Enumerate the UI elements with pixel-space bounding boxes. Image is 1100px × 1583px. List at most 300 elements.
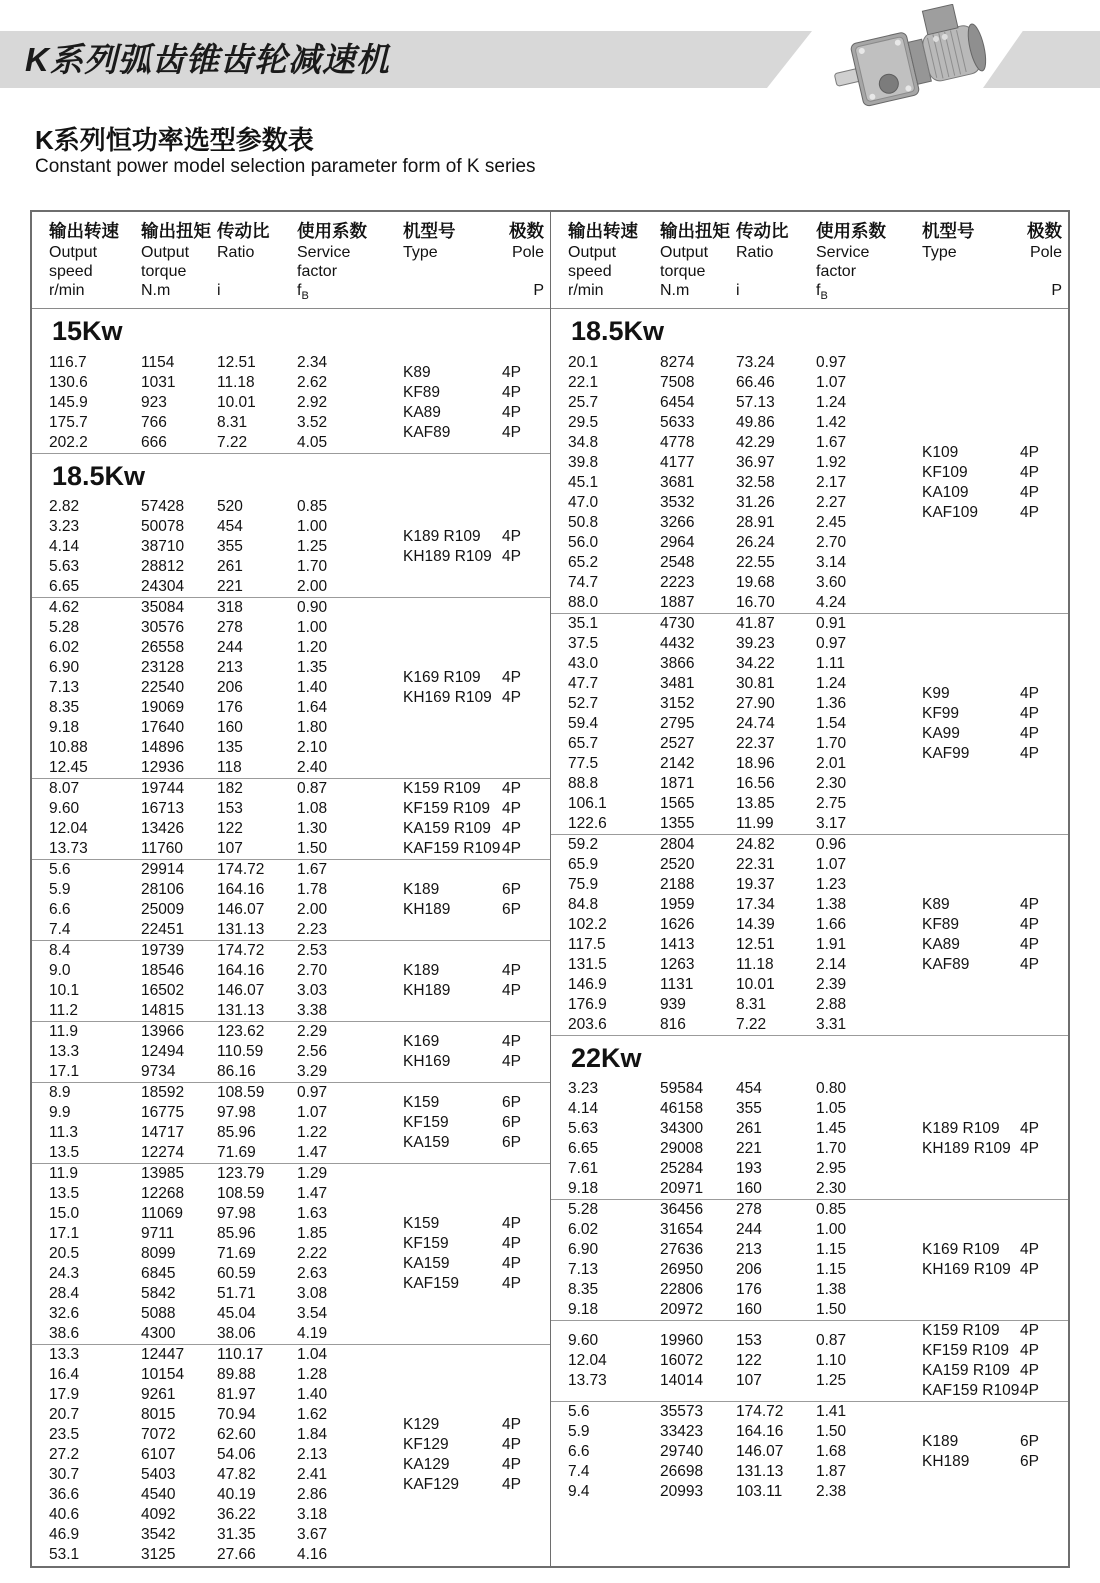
speed-value: 5.28 <box>49 619 80 636</box>
pole-value: 4P <box>1020 464 1039 481</box>
pole-value: 4P <box>502 820 521 837</box>
type-row <box>922 1341 1058 1361</box>
ratio-value: 520 <box>217 498 243 515</box>
ratio-value: 131.13 <box>217 1002 265 1019</box>
pole-value: 4P <box>502 1436 521 1453</box>
data-block <box>551 1199 1068 1320</box>
table-row <box>568 774 894 794</box>
torque-value: 12274 <box>141 1144 185 1161</box>
ratio-value: 261 <box>217 558 243 575</box>
ratio-value: 261 <box>736 1120 762 1137</box>
header-speed-en1: Output <box>49 244 98 261</box>
type-row <box>922 724 1058 744</box>
data-block <box>32 859 550 940</box>
rows-group <box>32 497 375 597</box>
torque-value: 1355 <box>660 815 695 832</box>
type-group <box>894 1240 1068 1280</box>
rows-group <box>551 353 894 613</box>
table-row <box>49 839 375 859</box>
speed-value: 56.0 <box>568 534 599 551</box>
ratio-value: 206 <box>736 1261 762 1278</box>
speed-value: 3.23 <box>49 518 80 535</box>
type-row <box>403 547 540 567</box>
pole-value: 6P <box>502 1114 521 1131</box>
table-row <box>49 1164 375 1184</box>
speed-value: 65.2 <box>568 554 599 571</box>
table-row <box>49 961 375 981</box>
factor-value: 4.05 <box>297 434 328 451</box>
factor-value: 1.07 <box>816 374 847 391</box>
factor-value: 1.29 <box>297 1165 328 1182</box>
torque-value: 2964 <box>660 534 695 551</box>
ratio-value: 16.56 <box>736 775 775 792</box>
pole-value: 4P <box>502 780 521 797</box>
ratio-value: 41.87 <box>736 615 775 632</box>
factor-value: 1.62 <box>297 1406 328 1423</box>
speed-value: 4.14 <box>568 1100 599 1117</box>
speed-value: 20.1 <box>568 354 599 371</box>
torque-value: 35084 <box>141 599 185 616</box>
speed-value: 145.9 <box>49 394 88 411</box>
pole-value: 4P <box>502 1456 521 1473</box>
table-row <box>568 1240 894 1260</box>
factor-value: 2.17 <box>816 474 847 491</box>
table-row <box>568 493 894 513</box>
pole-value: 4P <box>1020 896 1039 913</box>
speed-value: 17.9 <box>49 1386 80 1403</box>
torque-value: 29008 <box>660 1140 704 1157</box>
torque-value: 3866 <box>660 655 695 672</box>
table-row <box>49 1184 375 1204</box>
rows-group <box>32 779 375 859</box>
header-torque-zh: 输出扭矩 <box>660 221 730 241</box>
rows-group <box>32 1022 375 1082</box>
header-speed <box>568 220 660 306</box>
ratio-value: 174.72 <box>217 861 265 878</box>
header-speed-unit: r/min <box>49 282 85 299</box>
model-name: K159 R109 <box>403 780 481 797</box>
type-row <box>403 668 540 688</box>
speed-value: 202.2 <box>49 434 88 451</box>
torque-value: 9711 <box>141 1225 175 1242</box>
speed-value: 27.2 <box>49 1446 80 1463</box>
model-name: K159 <box>403 1215 440 1232</box>
pole-value: 4P <box>502 1053 521 1070</box>
speed-value: 45.1 <box>568 474 599 491</box>
torque-value: 20993 <box>660 1483 704 1500</box>
data-block <box>32 940 550 1021</box>
speed-value: 20.5 <box>49 1245 80 1262</box>
speed-value: 10.1 <box>49 982 80 999</box>
ratio-value: 122 <box>217 820 243 837</box>
torque-value: 24304 <box>141 578 185 595</box>
table-row <box>49 537 375 557</box>
torque-value: 9734 <box>141 1063 176 1080</box>
section-title: 15Kw <box>52 316 123 346</box>
torque-value: 8274 <box>660 354 695 371</box>
ratio-value: 244 <box>736 1221 762 1238</box>
table-row <box>49 1425 375 1445</box>
pole-value: 4P <box>502 364 521 381</box>
ratio-value: 45.04 <box>217 1305 256 1322</box>
factor-value: 1.25 <box>816 1372 847 1389</box>
ratio-value: 160 <box>736 1180 762 1197</box>
ratio-value: 62.60 <box>217 1426 256 1443</box>
speed-value: 88.8 <box>568 775 599 792</box>
page-title-en: Constant power model selection parameter form of K series <box>35 156 536 177</box>
ratio-value: 22.55 <box>736 554 775 571</box>
table-right-half <box>550 212 1068 1566</box>
torque-value: 34300 <box>660 1120 704 1137</box>
header-pole-unit: P <box>1051 282 1062 299</box>
ratio-value: 70.94 <box>217 1406 256 1423</box>
rows-group <box>551 1200 894 1320</box>
torque-value: 14014 <box>660 1372 704 1389</box>
speed-value: 8.35 <box>49 699 80 716</box>
model-name: K89 <box>922 896 950 913</box>
factor-value: 2.70 <box>297 962 328 979</box>
torque-value: 46158 <box>660 1100 704 1117</box>
torque-value: 3125 <box>141 1546 176 1563</box>
ratio-value: 10.01 <box>736 976 775 993</box>
torque-value: 666 <box>141 434 167 451</box>
model-name: KAF159 R109 <box>403 840 501 857</box>
type-group <box>375 880 550 920</box>
type-row <box>403 1133 540 1153</box>
ratio-value: 13.85 <box>736 795 775 812</box>
factor-value: 1.40 <box>297 679 328 696</box>
model-name: KA89 <box>922 936 960 953</box>
header-factor-unit: $f_B$ <box>297 282 309 303</box>
pole-value: 4P <box>1020 1261 1039 1278</box>
header-ratio <box>736 220 816 306</box>
type-group <box>894 1321 1068 1401</box>
table-row <box>568 1159 894 1179</box>
factor-value: 0.90 <box>297 599 328 616</box>
factor-value: 2.01 <box>816 755 847 772</box>
ratio-value: 7.22 <box>736 1016 767 1033</box>
torque-value: 1959 <box>660 896 695 913</box>
model-name: K189 <box>403 962 440 979</box>
speed-value: 5.28 <box>568 1201 599 1218</box>
factor-value: 1.25 <box>297 538 328 555</box>
factor-value: 0.85 <box>297 498 328 515</box>
page-title-zh: K系列恒功率选型参数表 <box>35 125 314 155</box>
type-row <box>403 1455 540 1475</box>
pole-value: 6P <box>502 1134 521 1151</box>
speed-value: 8.9 <box>49 1084 71 1101</box>
table-row <box>568 714 894 734</box>
factor-value: 0.97 <box>816 354 847 371</box>
ratio-value: 27.66 <box>217 1546 256 1563</box>
header-torque-en1: Output <box>660 244 709 261</box>
factor-value: 1.50 <box>816 1423 847 1440</box>
pole-value: 6P <box>502 881 521 898</box>
table-row <box>49 1022 375 1042</box>
table-row <box>568 433 894 453</box>
torque-value: 19960 <box>660 1332 704 1349</box>
torque-value: 29914 <box>141 861 185 878</box>
factor-value: 4.19 <box>297 1325 328 1342</box>
header-pole-zh: 极数 <box>1027 221 1062 241</box>
ratio-value: 24.82 <box>736 836 775 853</box>
torque-value: 28812 <box>141 558 185 575</box>
type-row <box>922 503 1058 523</box>
table-row <box>49 1304 375 1324</box>
ratio-value: 19.37 <box>736 876 775 893</box>
type-row <box>922 1361 1058 1381</box>
type-row <box>403 1435 540 1455</box>
torque-value: 35573 <box>660 1403 704 1420</box>
table-row <box>49 638 375 658</box>
table-row <box>49 880 375 900</box>
torque-value: 12447 <box>141 1346 185 1363</box>
data-block <box>32 1163 550 1344</box>
factor-value: 1.92 <box>816 454 847 471</box>
torque-value: 766 <box>141 414 167 431</box>
pole-value: 6P <box>1020 1433 1039 1450</box>
factor-value: 1.70 <box>816 735 847 752</box>
factor-value: 3.67 <box>297 1526 328 1543</box>
header-torque <box>660 220 736 306</box>
model-name: KAF109 <box>922 504 979 521</box>
torque-value: 28106 <box>141 881 185 898</box>
ratio-value: 176 <box>736 1281 762 1298</box>
torque-value: 57428 <box>141 498 185 515</box>
torque-value: 2223 <box>660 574 695 591</box>
type-row <box>922 1240 1058 1260</box>
ratio-value: 22.37 <box>736 735 775 752</box>
table-row <box>49 497 375 517</box>
type-row <box>403 1214 540 1234</box>
pole-value: 4P <box>1020 1362 1039 1379</box>
model-name: KA109 <box>922 484 969 501</box>
ratio-value: 131.13 <box>736 1463 784 1480</box>
speed-value: 203.6 <box>568 1016 607 1033</box>
factor-value: 1.47 <box>297 1185 328 1202</box>
table-row <box>49 1525 375 1545</box>
pole-value: 4P <box>1020 705 1039 722</box>
header-type <box>393 220 484 306</box>
type-row <box>403 1475 540 1495</box>
header-factor-en2: factor <box>297 263 338 280</box>
model-name: K169 <box>403 1033 440 1050</box>
rows-group <box>551 835 894 1035</box>
pole-value: 4P <box>502 1215 521 1232</box>
model-name: K189 R109 <box>403 528 481 545</box>
header-ratio <box>217 220 297 306</box>
factor-value: 0.96 <box>816 836 847 853</box>
speed-value: 6.6 <box>49 901 71 918</box>
speed-value: 13.3 <box>49 1043 80 1060</box>
pole-value: 4P <box>502 424 521 441</box>
pole-value: 4P <box>1020 745 1039 762</box>
ratio-value: 7.22 <box>217 434 248 451</box>
model-name: KH169 R109 <box>403 689 492 706</box>
type-row <box>403 1032 540 1052</box>
factor-value: 1.00 <box>816 1221 847 1238</box>
rows-group <box>32 941 375 1021</box>
type-row <box>922 1260 1058 1280</box>
factor-value: 2.45 <box>816 514 847 531</box>
pole-value: 4P <box>1020 484 1039 501</box>
torque-value: 4432 <box>660 635 695 652</box>
header-torque-unit: N.m <box>141 282 171 299</box>
ratio-value: 206 <box>217 679 243 696</box>
torque-value: 13985 <box>141 1165 185 1182</box>
factor-value: 1.15 <box>816 1241 847 1258</box>
ratio-value: 30.81 <box>736 675 775 692</box>
table-row <box>568 1402 894 1422</box>
speed-value: 16.4 <box>49 1366 80 1383</box>
pole-value: 4P <box>502 962 521 979</box>
speed-value: 7.61 <box>568 1160 599 1177</box>
model-name: K109 <box>922 444 959 461</box>
ratio-value: 454 <box>736 1080 762 1097</box>
data-block <box>32 1021 550 1082</box>
factor-value: 2.00 <box>297 901 328 918</box>
table-row <box>49 353 375 373</box>
table-row <box>568 1220 894 1240</box>
table-row <box>568 1422 894 1442</box>
factor-value: 3.31 <box>816 1016 847 1033</box>
factor-value: 2.41 <box>297 1466 328 1483</box>
torque-value: 6845 <box>141 1265 176 1282</box>
header-factor-en2: factor <box>816 263 857 280</box>
ratio-value: 153 <box>217 800 243 817</box>
factor-value: 2.27 <box>816 494 847 511</box>
torque-value: 3532 <box>660 494 695 511</box>
torque-value: 1131 <box>660 976 694 993</box>
factor-value: 2.39 <box>816 976 847 993</box>
speed-value: 36.6 <box>49 1486 80 1503</box>
pole-value: 4P <box>1020 1241 1039 1258</box>
ratio-value: 278 <box>736 1201 762 1218</box>
speed-value: 13.73 <box>568 1372 607 1389</box>
section-title: 18.5Kw <box>32 453 550 497</box>
pole-value: 6P <box>502 1094 521 1111</box>
model-name: KF109 <box>922 464 968 481</box>
rows-group <box>551 1402 894 1502</box>
type-row <box>403 1415 540 1435</box>
ratio-value: 97.98 <box>217 1205 256 1222</box>
type-row <box>922 744 1058 764</box>
factor-value: 0.91 <box>816 615 847 632</box>
speed-value: 35.1 <box>568 615 599 632</box>
ratio-value: 131.13 <box>217 921 265 938</box>
ratio-value: 66.46 <box>736 374 775 391</box>
ratio-value: 97.98 <box>217 1104 256 1121</box>
model-name: K159 R109 <box>922 1322 1000 1339</box>
torque-value: 4778 <box>660 434 695 451</box>
table-row <box>568 614 894 634</box>
factor-value: 1.63 <box>297 1205 328 1222</box>
gearmotor-photo <box>826 4 998 124</box>
factor-value: 1.08 <box>297 800 328 817</box>
torque-value: 2520 <box>660 856 695 873</box>
pole-value: 4P <box>1020 504 1039 521</box>
ratio-value: 123.79 <box>217 1165 265 1182</box>
factor-value: 1.54 <box>816 715 847 732</box>
factor-value: 1.45 <box>816 1120 847 1137</box>
pole-value: 4P <box>502 1033 521 1050</box>
table-row <box>568 794 894 814</box>
torque-value: 20972 <box>660 1301 704 1318</box>
model-name: K89 <box>403 364 431 381</box>
factor-value: 3.29 <box>297 1063 328 1080</box>
ratio-value: 36.22 <box>217 1506 256 1523</box>
type-row <box>403 900 540 920</box>
ratio-value: 182 <box>217 780 243 797</box>
factor-value: 2.23 <box>297 921 328 938</box>
torque-value: 14896 <box>141 739 185 756</box>
table-row <box>568 875 894 895</box>
factor-value: 1.35 <box>297 659 328 676</box>
type-row <box>922 915 1058 935</box>
ratio-value: 107 <box>736 1372 762 1389</box>
table-row <box>568 553 894 573</box>
pole-value: 4P <box>502 528 521 545</box>
table-row <box>568 734 894 754</box>
speed-value: 10.88 <box>49 739 88 756</box>
table-row <box>49 1244 375 1264</box>
ratio-value: 28.91 <box>736 514 775 531</box>
factor-value: 2.53 <box>297 942 328 959</box>
ratio-value: 42.29 <box>736 434 775 451</box>
ratio-value: 110.59 <box>217 1043 264 1060</box>
torque-value: 5403 <box>141 1466 176 1483</box>
table-row <box>568 895 894 915</box>
factor-value: 2.10 <box>297 739 328 756</box>
table-row <box>568 593 894 613</box>
speed-value: 74.7 <box>568 574 599 591</box>
speed-value: 75.9 <box>568 876 599 893</box>
speed-value: 9.0 <box>49 962 71 979</box>
speed-value: 65.7 <box>568 735 599 752</box>
ratio-value: 213 <box>217 659 243 676</box>
torque-value: 11760 <box>141 840 183 857</box>
table-row <box>568 1015 894 1035</box>
table-row <box>49 1405 375 1425</box>
table-row <box>568 855 894 875</box>
model-name: K189 <box>403 881 440 898</box>
speed-value: 77.5 <box>568 755 599 772</box>
torque-value: 1887 <box>660 594 695 611</box>
speed-value: 13.5 <box>49 1144 80 1161</box>
header-speed-en2: speed <box>568 263 612 280</box>
table-row <box>49 1385 375 1405</box>
torque-value: 33423 <box>660 1423 704 1440</box>
torque-value: 4177 <box>660 454 695 471</box>
torque-value: 2527 <box>660 735 695 752</box>
table-row <box>49 1143 375 1163</box>
header-torque-en2: torque <box>660 263 706 280</box>
type-row <box>922 1321 1058 1341</box>
factor-value: 2.38 <box>816 1483 847 1500</box>
header-pole <box>1002 220 1068 306</box>
table-row <box>568 1139 894 1159</box>
factor-value: 3.08 <box>297 1285 328 1302</box>
factor-value: 1.15 <box>816 1261 847 1278</box>
speed-value: 9.4 <box>568 1483 590 1500</box>
speed-value: 122.6 <box>568 815 607 832</box>
header-ratio-en2 <box>217 262 297 281</box>
header-torque-unit: N.m <box>660 282 690 299</box>
table-row <box>49 413 375 433</box>
ratio-value: 32.58 <box>736 474 775 491</box>
speed-value: 8.4 <box>49 942 71 959</box>
model-name: KH169 R109 <box>922 1261 1011 1278</box>
